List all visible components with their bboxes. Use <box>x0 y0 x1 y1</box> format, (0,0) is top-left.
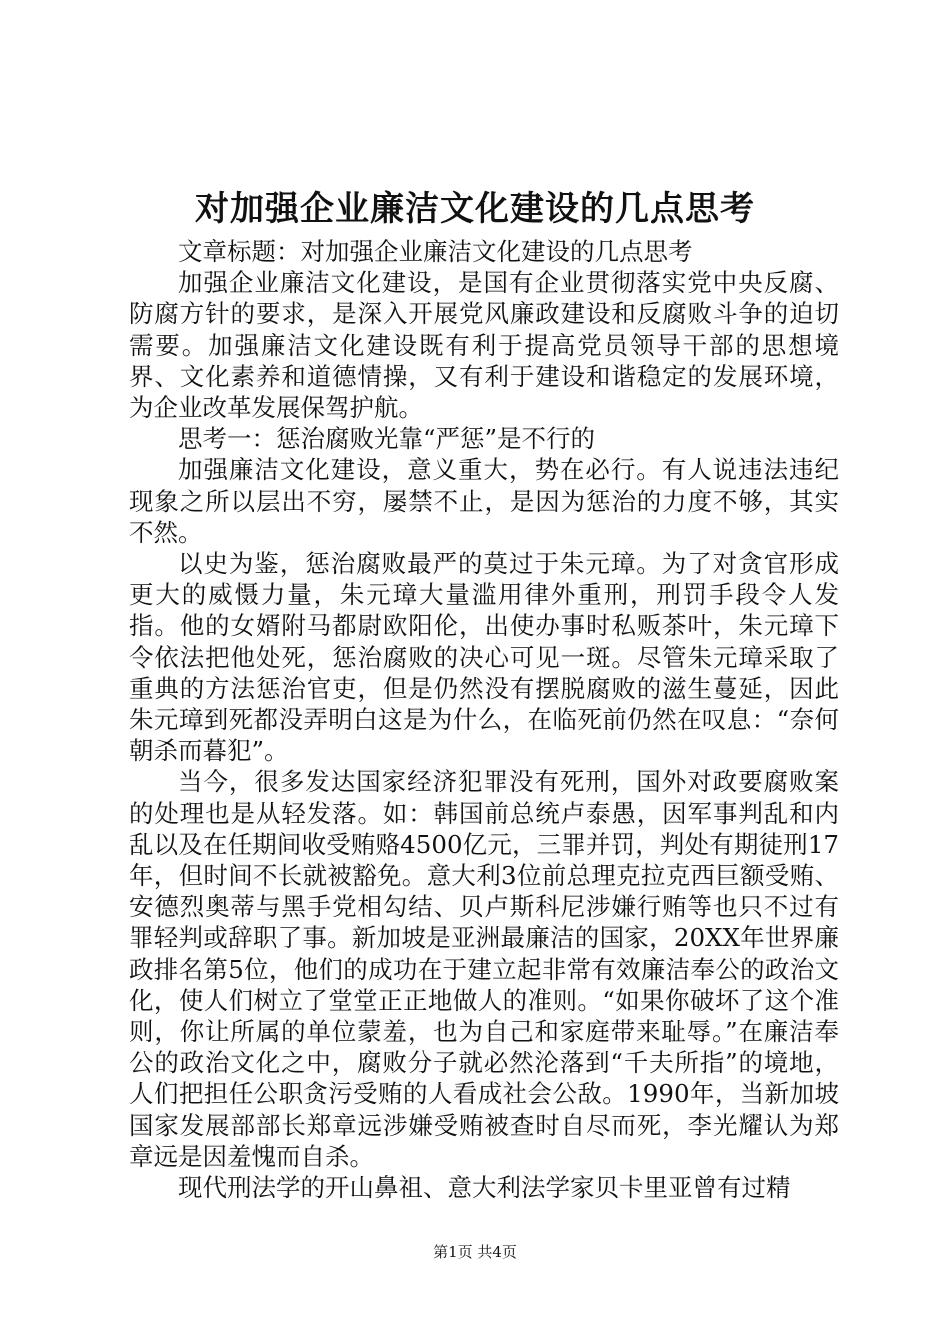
paragraph-modern-cases: 当今，很多发达国家经济犯罪没有死刑，国外对政要腐败案的处理也是从轻发落。如：韩国前总统卢泰愚，因军事判乱和内乱以及在任期间收受贿赂4500亿元，三罪并罚，判处有期徒刑17年，但时间不长就被豁免。意大利3位前总理克拉克西巨额受贿、安德烈奥蒂与黑手党相勾结、贝卢斯科尼涉嫌行贿等也只不过有罪轻判或辞职了事。新加坡是亚洲最廉洁的国家，20XX年世界廉政排名第5位，他们的成功在于建立起非常有效廉洁奉公的政治文化，使人们树立了堂堂正正地做人的准则。“如果你破坏了这个准则，你让所属的单位蒙羞，也为自己和家庭带来耻辱。”在廉洁奉公的政治文化之中，腐败分子就必然沦落到“千夫所指”的境地，人们把担任公职贪污受贿的人看成社会公敌。1990年，当新加坡国家发展部部长郑章远涉嫌受贿被查时自尽而死，李光耀认为郑章远是因羞愧而自杀。 <box>129 767 839 1171</box>
section-heading-one: 思考一：惩治腐败光靠“严惩”是不行的 <box>178 424 596 454</box>
paragraph-significance: 加强廉洁文化建设，意义重大，势在必行。有人说违法违纪现象之所以层出不穷，屡禁不止，是因为惩治的力度不够，其实不然。 <box>129 455 839 547</box>
document-body <box>129 236 839 1203</box>
paragraph-beccaria: 现代刑法学的开山鼻祖、意大利法学家贝卡里亚曾有过精 <box>178 1173 791 1203</box>
paragraph-history: 以史为鉴，惩治腐败最严的莫过于朱元璋。为了对贪官形成更大的威慑力量，朱元璋大量滥用律外重刑，刑罚手段令人发指。他的女婿附马都尉欧阳伦，出使办事时私贩茶叶，朱元璋下令依法把他处死，惩治腐败的决心可见一斑。尽管朱元璋采取了重典的方法惩治官吏，但是仍然没有摆脱腐败的滋生蔓延，因此朱元璋到死都没弄明白这是为什么，在临死前仍然在叹息：“奈何朝杀而暮犯”。 <box>129 549 839 766</box>
document-title: 对加强企业廉洁文化建设的几点思考 <box>195 189 755 229</box>
article-title-line: 文章标题：对加强企业廉洁文化建设的几点思考 <box>178 237 693 266</box>
paragraph-intro: 加强企业廉洁文化建设，是国有企业贯彻落实党中央反腐、防腐方针的要求，是深入开展党风廉政建设和反腐败斗争的迫切需要。加强廉洁文化建设既有利于提高党员领导干部的思想境界、文化素养和道德情操，又有利于建设和谐稳定的发展环境，为企业改革发展保驾护航。 <box>129 268 839 423</box>
page-number-footer: 第1页 共4页 <box>433 1243 517 1261</box>
